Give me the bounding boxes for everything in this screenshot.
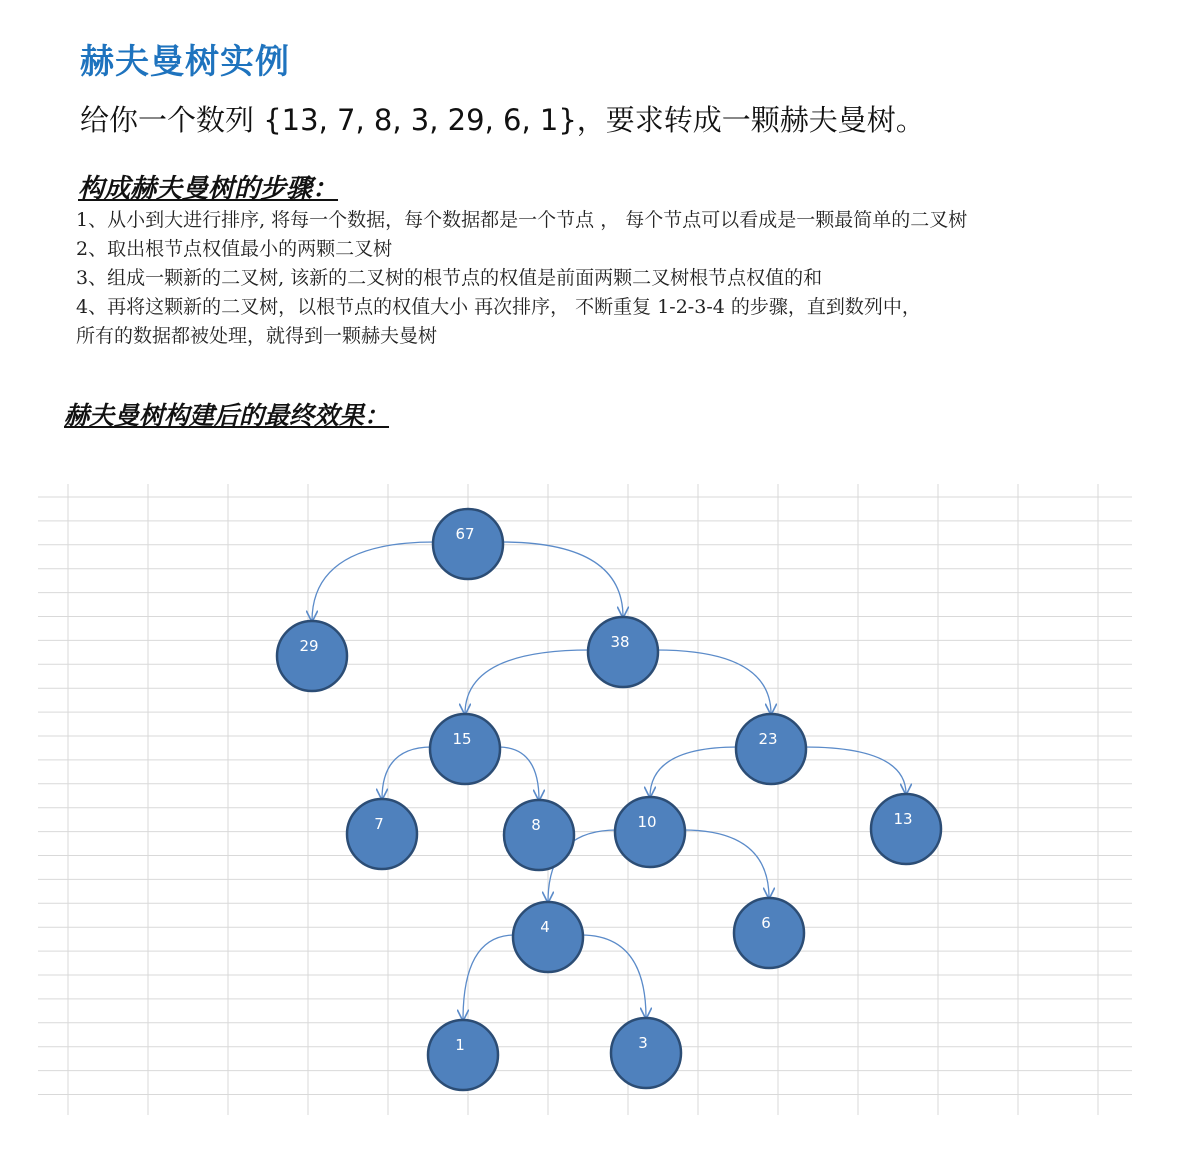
edge-4-1 <box>463 935 515 1020</box>
node-label: 10 <box>637 813 657 831</box>
tree-node-38 <box>588 617 658 687</box>
tree-node-1 <box>428 1020 498 1090</box>
step-line-2: 2、取出根节点权值最小的两颗二叉树 <box>76 238 393 260</box>
step-line-3: 3、组成一颗新的二叉树, 该新的二叉树的根节点的权值是前面两颗二叉树根节点权值的和 <box>76 267 823 289</box>
steps-heading: 构成赫夫曼树的步骤： <box>78 174 339 204</box>
tree-node-4 <box>513 902 583 972</box>
edge-23-13 <box>804 747 906 794</box>
edge-38-23 <box>656 650 771 714</box>
page-title: 赫夫曼树实例 <box>80 42 290 82</box>
step-line-5: 所有的数据都被处理，就得到一颗赫夫曼树 <box>76 325 438 347</box>
edge-38-15 <box>465 650 590 714</box>
edge-15-8 <box>498 747 539 800</box>
edge-23-10 <box>650 747 738 797</box>
node-circle <box>513 902 583 972</box>
edge-15-7 <box>382 747 432 799</box>
node-circle <box>611 1018 681 1088</box>
tree-node-6 <box>734 898 804 968</box>
node-circle <box>734 898 804 968</box>
edge-67-29 <box>312 542 435 621</box>
node-label: 67 <box>455 525 475 543</box>
tree-edges <box>312 542 906 1020</box>
tree-node-15 <box>430 714 500 784</box>
node-circle <box>428 1020 498 1090</box>
node-label: 29 <box>299 637 319 655</box>
tree-node-23 <box>736 714 806 784</box>
node-label: 6 <box>761 914 771 932</box>
background-grid <box>38 484 1132 1115</box>
edge-4-3 <box>581 935 646 1018</box>
node-label: 1 <box>455 1036 465 1054</box>
node-circle <box>430 714 500 784</box>
node-label: 15 <box>452 730 472 748</box>
node-label: 3 <box>638 1034 648 1052</box>
edge-67-38 <box>501 542 623 617</box>
node-circle <box>588 617 658 687</box>
node-circle <box>347 799 417 869</box>
node-circle <box>433 509 503 579</box>
tree-node-7 <box>347 799 417 869</box>
node-circle <box>736 714 806 784</box>
tree-nodes <box>277 509 941 1090</box>
node-label: 8 <box>531 816 541 834</box>
node-circle <box>615 797 685 867</box>
tree-node-8 <box>504 800 574 870</box>
step-line-1: 1、从小到大进行排序, 将每一个数据，每个数据都是一个节点 ， 每个节点可以看成是一颗最简单的二叉树 <box>76 209 968 231</box>
node-circle <box>277 621 347 691</box>
tree-node-13 <box>871 794 941 864</box>
node-label: 13 <box>893 810 913 828</box>
node-label: 7 <box>374 815 384 833</box>
edge-10-6 <box>683 830 769 898</box>
node-label: 23 <box>758 730 778 748</box>
node-circle <box>504 800 574 870</box>
node-label: 4 <box>540 918 550 936</box>
tree-node-10 <box>615 797 685 867</box>
node-label: 38 <box>610 633 630 651</box>
node-circle <box>871 794 941 864</box>
problem-statement: 给你一个数列 {13, 7, 8, 3, 29, 6, 1}，要求转成一颗赫夫曼树。 <box>80 103 925 137</box>
step-line-4: 4、再将这颗新的二叉树，以根节点的权值大小 再次排序， 不断重复 1-2-3-4 的步骤，直到数列中， <box>76 296 921 318</box>
tree-node-67 <box>433 509 503 579</box>
result-heading: 赫夫曼树构建后的最终效果： <box>64 401 390 430</box>
tree-node-3 <box>611 1018 681 1088</box>
tree-node-29 <box>277 621 347 691</box>
